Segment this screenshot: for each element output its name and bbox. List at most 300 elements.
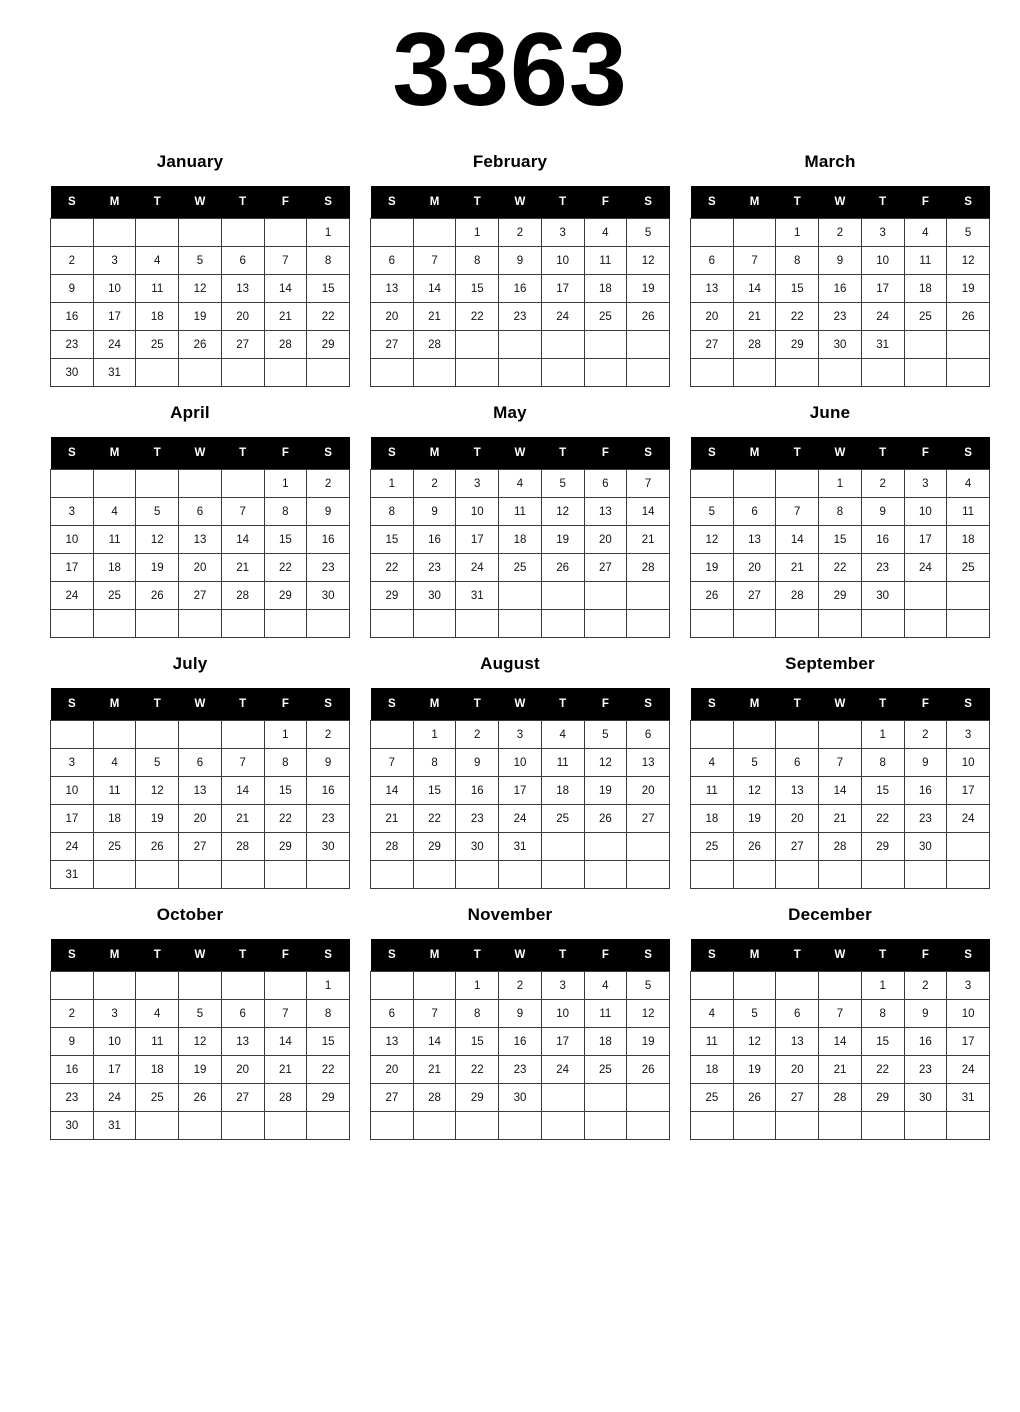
week-row: [51, 861, 350, 889]
day-cell: 11: [136, 1028, 179, 1056]
day-cell: 12: [584, 749, 627, 777]
weekday-header-cell: W: [179, 688, 222, 721]
day-cell: 1: [413, 721, 456, 749]
weekday-header-row: [51, 939, 350, 972]
day-cell: 7: [413, 1000, 456, 1028]
day-cell-empty: [456, 1112, 499, 1140]
day-cell: 31: [499, 833, 542, 861]
day-cell-empty: [584, 331, 627, 359]
day-cell-empty: [371, 359, 414, 387]
day-cell: 5: [733, 1000, 776, 1028]
day-cell-empty: [691, 359, 734, 387]
day-cell: 17: [499, 777, 542, 805]
day-cell: 23: [51, 1084, 94, 1112]
day-cell: 28: [264, 1084, 307, 1112]
day-cell: 27: [221, 1084, 264, 1112]
day-cell-empty: [93, 219, 136, 247]
week-row: [51, 554, 350, 582]
day-cell: 9: [904, 1000, 947, 1028]
day-cell: 28: [371, 833, 414, 861]
day-cell: 25: [93, 582, 136, 610]
weekday-header-cell: S: [307, 437, 350, 470]
week-row: [371, 247, 670, 275]
day-cell: 27: [733, 582, 776, 610]
day-cell: 31: [947, 1084, 990, 1112]
day-cell: 30: [819, 331, 862, 359]
day-cell-empty: [307, 861, 350, 889]
day-cell: 25: [947, 554, 990, 582]
week-row: [691, 1028, 990, 1056]
weekday-header-cell: M: [413, 186, 456, 219]
day-cell: 7: [819, 1000, 862, 1028]
day-cell: 2: [413, 470, 456, 498]
day-cell: 18: [947, 526, 990, 554]
weekday-header-row: [51, 186, 350, 219]
day-cell-empty: [499, 582, 542, 610]
day-cell-empty: [691, 610, 734, 638]
week-row: [691, 470, 990, 498]
day-cell: 30: [904, 833, 947, 861]
week-row: [371, 1084, 670, 1112]
day-cell: 12: [136, 777, 179, 805]
weekday-header-cell: S: [691, 688, 734, 721]
day-cell: 23: [499, 303, 542, 331]
day-cell: 5: [627, 219, 670, 247]
day-cell: 5: [627, 972, 670, 1000]
day-cell: 2: [819, 219, 862, 247]
day-cell: 21: [819, 1056, 862, 1084]
day-cell: 2: [307, 721, 350, 749]
week-row: [371, 331, 670, 359]
weekday-header-cell: S: [627, 437, 670, 470]
day-cell: 29: [819, 582, 862, 610]
day-cell-empty: [264, 610, 307, 638]
day-cell: 24: [861, 303, 904, 331]
day-cell: 10: [93, 1028, 136, 1056]
month-block: [30, 905, 350, 1140]
day-cell: 12: [691, 526, 734, 554]
day-cell: 10: [541, 247, 584, 275]
day-cell: 28: [733, 331, 776, 359]
day-cell: 1: [456, 972, 499, 1000]
month-table: [370, 186, 670, 387]
day-cell: 16: [413, 526, 456, 554]
month-title: May: [493, 403, 527, 422]
day-cell: 5: [541, 470, 584, 498]
day-cell: 12: [179, 1028, 222, 1056]
day-cell: 20: [371, 303, 414, 331]
day-cell: 9: [51, 1028, 94, 1056]
day-cell: 8: [861, 749, 904, 777]
day-cell-empty: [733, 861, 776, 889]
day-cell: 23: [499, 1056, 542, 1084]
day-cell: 21: [221, 554, 264, 582]
day-cell: 2: [904, 972, 947, 1000]
weekday-header-cell: F: [264, 186, 307, 219]
week-row: [51, 1056, 350, 1084]
day-cell: 25: [584, 1056, 627, 1084]
month-table: [370, 939, 670, 1140]
day-cell: 30: [307, 582, 350, 610]
day-cell: 17: [51, 805, 94, 833]
day-cell: 15: [264, 526, 307, 554]
week-row: [371, 526, 670, 554]
day-cell: 3: [541, 219, 584, 247]
week-row: [51, 470, 350, 498]
day-cell: 26: [691, 582, 734, 610]
day-cell: 7: [371, 749, 414, 777]
day-cell: 20: [776, 805, 819, 833]
week-row: [691, 219, 990, 247]
day-cell: 16: [499, 1028, 542, 1056]
month-table: [50, 186, 350, 387]
month-title: April: [170, 403, 210, 422]
weekday-header-cell: S: [947, 437, 990, 470]
week-row: [51, 1112, 350, 1140]
day-cell: 14: [221, 526, 264, 554]
month-block: [30, 403, 350, 638]
day-cell: 10: [861, 247, 904, 275]
day-cell: 3: [904, 470, 947, 498]
weekday-header-cell: S: [307, 688, 350, 721]
day-cell: 5: [733, 749, 776, 777]
day-cell: 2: [904, 721, 947, 749]
month-block: [670, 905, 990, 1140]
month-block: [670, 403, 990, 638]
day-cell: 16: [51, 1056, 94, 1084]
day-cell: 19: [136, 554, 179, 582]
week-row: [51, 359, 350, 387]
day-cell: 28: [264, 331, 307, 359]
day-cell: 18: [499, 526, 542, 554]
day-cell: 15: [456, 1028, 499, 1056]
weekday-header-row: [371, 186, 670, 219]
day-cell: 27: [371, 1084, 414, 1112]
day-cell-empty: [307, 1112, 350, 1140]
weekday-header-cell: T: [541, 186, 584, 219]
day-cell: 14: [776, 526, 819, 554]
day-cell-empty: [221, 721, 264, 749]
weekday-header-cell: F: [904, 939, 947, 972]
day-cell: 18: [93, 805, 136, 833]
day-cell-empty: [179, 219, 222, 247]
weekday-header-cell: M: [93, 186, 136, 219]
day-cell-empty: [413, 219, 456, 247]
day-cell: 5: [947, 219, 990, 247]
day-cell: 17: [861, 275, 904, 303]
day-cell: 17: [93, 303, 136, 331]
day-cell: 22: [307, 303, 350, 331]
day-cell-empty: [691, 219, 734, 247]
day-cell-empty: [221, 972, 264, 1000]
day-cell: 1: [861, 721, 904, 749]
day-cell-empty: [371, 219, 414, 247]
day-cell: 13: [584, 498, 627, 526]
month-title: October: [156, 905, 224, 924]
day-cell: 20: [179, 805, 222, 833]
day-cell: 2: [307, 470, 350, 498]
month-block: [350, 905, 670, 1140]
month-block: [350, 654, 670, 889]
month-title: March: [804, 152, 856, 171]
day-cell: 9: [499, 1000, 542, 1028]
weekday-header-cell: S: [371, 939, 414, 972]
day-cell: 9: [456, 749, 499, 777]
day-cell: 8: [307, 247, 350, 275]
day-cell: 25: [136, 1084, 179, 1112]
day-cell-empty: [627, 331, 670, 359]
day-cell: 11: [541, 749, 584, 777]
day-cell: 22: [264, 805, 307, 833]
day-cell: 27: [179, 833, 222, 861]
day-cell-empty: [819, 721, 862, 749]
weekday-header-cell: S: [627, 688, 670, 721]
day-cell: 24: [499, 805, 542, 833]
day-cell: 8: [413, 749, 456, 777]
week-row: [51, 275, 350, 303]
week-row: [691, 526, 990, 554]
day-cell-empty: [541, 1112, 584, 1140]
day-cell: 30: [861, 582, 904, 610]
day-cell: 12: [627, 247, 670, 275]
week-row: [51, 833, 350, 861]
month-table: [50, 939, 350, 1140]
month-table: [370, 688, 670, 889]
week-row: [51, 610, 350, 638]
day-cell: 24: [947, 1056, 990, 1084]
weekday-header-row: [371, 437, 670, 470]
day-cell-empty: [733, 610, 776, 638]
weekday-header-cell: S: [691, 186, 734, 219]
day-cell-empty: [221, 861, 264, 889]
day-cell: 3: [947, 972, 990, 1000]
day-cell-empty: [371, 610, 414, 638]
week-row: [371, 554, 670, 582]
weekday-header-cell: W: [819, 186, 862, 219]
week-row: [371, 219, 670, 247]
day-cell: 13: [776, 1028, 819, 1056]
day-cell: 4: [584, 219, 627, 247]
day-cell-empty: [499, 359, 542, 387]
day-cell: 7: [733, 247, 776, 275]
weekday-header-row: [691, 437, 990, 470]
day-cell-empty: [413, 861, 456, 889]
weekday-header-cell: T: [136, 186, 179, 219]
month-table: [50, 688, 350, 889]
day-cell: 17: [51, 554, 94, 582]
day-cell: 26: [947, 303, 990, 331]
day-cell: 21: [413, 303, 456, 331]
day-cell: 4: [136, 1000, 179, 1028]
week-row: [51, 303, 350, 331]
day-cell: 29: [371, 582, 414, 610]
day-cell: 19: [541, 526, 584, 554]
day-cell: 11: [584, 247, 627, 275]
day-cell: 9: [861, 498, 904, 526]
day-cell: 21: [733, 303, 776, 331]
day-cell: 14: [627, 498, 670, 526]
day-cell-empty: [733, 219, 776, 247]
weekday-header-cell: T: [221, 186, 264, 219]
week-row: [691, 582, 990, 610]
day-cell-empty: [264, 1112, 307, 1140]
day-cell: 15: [264, 777, 307, 805]
day-cell: 17: [947, 777, 990, 805]
day-cell: 3: [93, 1000, 136, 1028]
weekday-header-cell: F: [584, 688, 627, 721]
day-cell: 21: [776, 554, 819, 582]
month-block: [30, 152, 350, 387]
day-cell-empty: [136, 359, 179, 387]
day-cell: 11: [691, 777, 734, 805]
day-cell: 24: [51, 582, 94, 610]
day-cell: 11: [947, 498, 990, 526]
weekday-header-cell: T: [861, 939, 904, 972]
day-cell: 3: [93, 247, 136, 275]
day-cell-empty: [733, 721, 776, 749]
day-cell-empty: [584, 359, 627, 387]
day-cell: 9: [904, 749, 947, 777]
day-cell-empty: [733, 359, 776, 387]
day-cell: 20: [371, 1056, 414, 1084]
day-cell: 19: [733, 1056, 776, 1084]
day-cell: 14: [221, 777, 264, 805]
day-cell: 11: [904, 247, 947, 275]
day-cell: 23: [307, 805, 350, 833]
weekday-header-cell: M: [93, 437, 136, 470]
day-cell: 7: [413, 247, 456, 275]
day-cell: 13: [371, 275, 414, 303]
day-cell: 18: [93, 554, 136, 582]
day-cell: 22: [264, 554, 307, 582]
day-cell: 22: [861, 1056, 904, 1084]
day-cell: 7: [776, 498, 819, 526]
day-cell: 16: [861, 526, 904, 554]
day-cell: 31: [93, 359, 136, 387]
day-cell-empty: [179, 972, 222, 1000]
week-row: [51, 749, 350, 777]
day-cell: 29: [413, 833, 456, 861]
day-cell: 4: [947, 470, 990, 498]
weekday-header-cell: F: [264, 688, 307, 721]
day-cell: 29: [264, 833, 307, 861]
day-cell: 23: [51, 331, 94, 359]
day-cell-empty: [776, 359, 819, 387]
day-cell-empty: [51, 610, 94, 638]
day-cell: 6: [776, 749, 819, 777]
day-cell-empty: [93, 861, 136, 889]
week-row: [371, 749, 670, 777]
day-cell: 31: [51, 861, 94, 889]
day-cell-empty: [627, 833, 670, 861]
week-row: [691, 247, 990, 275]
week-row: [51, 582, 350, 610]
week-row: [371, 1056, 670, 1084]
weekday-header-cell: F: [904, 688, 947, 721]
weekday-header-cell: T: [541, 939, 584, 972]
day-cell: 22: [861, 805, 904, 833]
day-cell: 25: [904, 303, 947, 331]
day-cell: 13: [221, 275, 264, 303]
day-cell: 3: [51, 749, 94, 777]
day-cell-empty: [904, 1112, 947, 1140]
day-cell: 24: [947, 805, 990, 833]
weekday-header-cell: F: [264, 437, 307, 470]
day-cell: 16: [51, 303, 94, 331]
day-cell-empty: [456, 331, 499, 359]
day-cell: 29: [307, 1084, 350, 1112]
day-cell-empty: [861, 861, 904, 889]
day-cell-empty: [584, 582, 627, 610]
weekday-header-cell: T: [861, 688, 904, 721]
day-cell-empty: [819, 1112, 862, 1140]
day-cell: 19: [136, 805, 179, 833]
day-cell: 23: [819, 303, 862, 331]
day-cell: 24: [541, 1056, 584, 1084]
day-cell-empty: [136, 470, 179, 498]
day-cell: 10: [456, 498, 499, 526]
day-cell: 28: [413, 331, 456, 359]
day-cell: 15: [456, 275, 499, 303]
day-cell: 24: [51, 833, 94, 861]
week-row: [51, 1000, 350, 1028]
day-cell-empty: [264, 861, 307, 889]
month-title: June: [809, 403, 851, 422]
weekday-header-row: [691, 939, 990, 972]
day-cell: 1: [307, 972, 350, 1000]
day-cell: 31: [861, 331, 904, 359]
week-row: [691, 777, 990, 805]
day-cell: 17: [93, 1056, 136, 1084]
day-cell: 7: [264, 247, 307, 275]
weekday-header-cell: W: [499, 688, 542, 721]
day-cell: 9: [307, 749, 350, 777]
day-cell: 21: [627, 526, 670, 554]
day-cell: 27: [179, 582, 222, 610]
week-row: [691, 805, 990, 833]
day-cell-empty: [413, 1112, 456, 1140]
month-block: [350, 403, 670, 638]
day-cell: 25: [93, 833, 136, 861]
day-cell: 20: [221, 303, 264, 331]
day-cell: 11: [691, 1028, 734, 1056]
day-cell-empty: [733, 470, 776, 498]
day-cell: 27: [584, 554, 627, 582]
day-cell: 16: [307, 777, 350, 805]
day-cell-empty: [179, 861, 222, 889]
day-cell: 5: [179, 1000, 222, 1028]
weekday-header-cell: T: [541, 688, 584, 721]
day-cell-empty: [691, 1112, 734, 1140]
day-cell: 10: [947, 749, 990, 777]
day-cell: 26: [627, 1056, 670, 1084]
months-grid: [0, 122, 1020, 1156]
day-cell-empty: [584, 1084, 627, 1112]
week-row: [51, 777, 350, 805]
day-cell: 27: [221, 331, 264, 359]
week-row: [371, 1112, 670, 1140]
day-cell-empty: [136, 721, 179, 749]
day-cell: 28: [776, 582, 819, 610]
weekday-header-row: [371, 688, 670, 721]
week-row: [51, 805, 350, 833]
day-cell: 20: [691, 303, 734, 331]
day-cell: 24: [93, 1084, 136, 1112]
day-cell-empty: [371, 1112, 414, 1140]
day-cell: 7: [627, 470, 670, 498]
day-cell: 6: [733, 498, 776, 526]
day-cell: 10: [947, 1000, 990, 1028]
